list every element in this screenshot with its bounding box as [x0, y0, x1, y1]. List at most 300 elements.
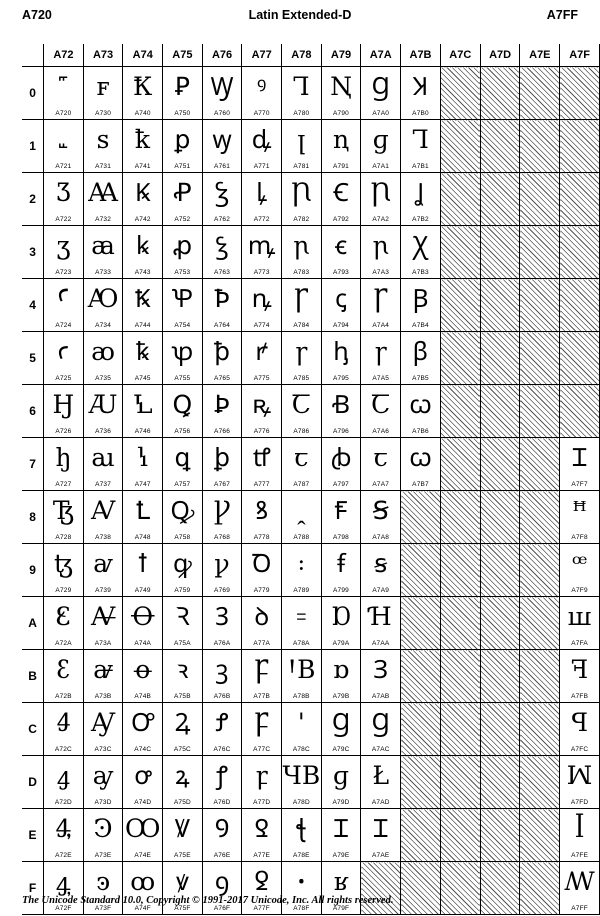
codepoint-cell[interactable] — [163, 120, 203, 173]
codepoint-label: A72C — [54, 746, 72, 753]
codepoint-glyph: ꜫ — [56, 655, 71, 684]
codepoint-glyph: ꞈ — [297, 496, 306, 525]
codepoint-label: A775 — [253, 375, 270, 382]
codepoint-glyph: Ꝗ — [172, 390, 193, 419]
codepoint-cell[interactable] — [202, 279, 242, 332]
codepoint-cell[interactable] — [282, 120, 322, 173]
codepoint-glyph: ꝓ — [172, 231, 193, 260]
codepoint-cell[interactable] — [202, 226, 242, 279]
codepoint-cell[interactable] — [202, 597, 242, 650]
codepoint-cell[interactable] — [123, 650, 163, 703]
codepoint-cell[interactable] — [83, 332, 123, 385]
codepoint-cell[interactable] — [202, 67, 242, 120]
row-header: 6 — [22, 385, 44, 438]
codepoint-cell[interactable] — [83, 279, 123, 332]
codepoint-label: A74D — [134, 799, 152, 806]
column-header: A7C — [440, 44, 480, 67]
codepoint-cell[interactable] — [163, 544, 203, 597]
row-header: 5 — [22, 332, 44, 385]
codepoint-glyph: Ꞙ — [334, 496, 348, 525]
codepoint-cell[interactable] — [361, 491, 401, 544]
codepoint-glyph: ꝳ — [247, 231, 276, 260]
codepoint-cell[interactable] — [242, 226, 282, 279]
codepoint-cell[interactable] — [242, 173, 282, 226]
codepoint-cell[interactable] — [83, 809, 123, 862]
codepoint-cell[interactable] — [361, 650, 401, 703]
codepoint-cell[interactable] — [123, 544, 163, 597]
codepoint-cell[interactable] — [560, 809, 600, 862]
codepoint-cell[interactable] — [202, 862, 242, 915]
codepoint-cell[interactable] — [282, 491, 322, 544]
codepoint-glyph: Ɒ — [331, 602, 351, 631]
row-header: B — [22, 650, 44, 703]
codepoint-cell[interactable] — [560, 438, 600, 491]
codepoint-cell[interactable] — [401, 332, 441, 385]
codepoint-cell[interactable] — [202, 120, 242, 173]
codepoint-cell[interactable] — [83, 385, 123, 438]
codepoint-glyph: ꝛ — [176, 655, 189, 684]
codepoint-cell[interactable] — [83, 544, 123, 597]
codepoint-cell[interactable] — [282, 438, 322, 491]
codepoint-cell[interactable] — [361, 703, 401, 756]
codepoint-glyph: Ꜧ — [52, 390, 75, 419]
codepoint-label: A73E — [94, 852, 112, 859]
reserved-cell — [560, 226, 600, 279]
page-header — [22, 8, 578, 28]
reserved-cell — [440, 544, 480, 597]
codepoint-cell[interactable] — [44, 650, 84, 703]
row-header: 4 — [22, 279, 44, 332]
codepoint-label: A726 — [55, 428, 72, 435]
codepoint-label: A76C — [213, 746, 231, 753]
codepoint-cell[interactable] — [242, 438, 282, 491]
codepoint-glyph: ꞋB — [287, 655, 316, 684]
codepoint-label: A74C — [134, 746, 152, 753]
codepoint-cell[interactable] — [282, 226, 322, 279]
codepoint-cell[interactable] — [202, 809, 242, 862]
reserved-cell — [440, 279, 480, 332]
codepoint-label: A741 — [134, 163, 151, 170]
codepoint-cell[interactable] — [123, 385, 163, 438]
codepoint-glyph: ꝡ — [212, 125, 232, 154]
codepoint-cell[interactable] — [282, 385, 322, 438]
codepoint-label: A781 — [293, 163, 310, 170]
codepoint-cell[interactable] — [242, 703, 282, 756]
codepoint-cell[interactable] — [361, 226, 401, 279]
codepoint-cell[interactable] — [44, 279, 84, 332]
reserved-cell — [560, 332, 600, 385]
codepoint-label: A768 — [214, 534, 231, 541]
codepoint-cell[interactable] — [361, 544, 401, 597]
codepoint-cell[interactable] — [163, 438, 203, 491]
chart-row — [22, 385, 600, 438]
codepoint-glyph: ꜷ — [91, 443, 115, 472]
codepoint-glyph: Ꝏ — [125, 814, 161, 843]
codepoint-glyph: Ꝯ — [214, 814, 230, 843]
codepoint-cell[interactable] — [83, 67, 123, 120]
codepoint-glyph: ꞅ — [374, 337, 387, 366]
codepoint-cell[interactable] — [44, 67, 84, 120]
codepoint-label: A753 — [174, 269, 191, 276]
codepoint-cell[interactable] — [321, 332, 361, 385]
codepoint-label: A759 — [174, 587, 191, 594]
codepoint-cell[interactable] — [202, 385, 242, 438]
chart-row — [22, 650, 600, 703]
codepoint-cell[interactable] — [123, 279, 163, 332]
codepoint-glyph: Ꜵ — [87, 284, 119, 313]
codepoint-label: A78E — [293, 852, 310, 859]
codepoint-cell[interactable] — [83, 756, 123, 809]
reserved-cell — [401, 491, 441, 544]
codepoint-label: A758 — [174, 534, 191, 541]
reserved-cell — [560, 279, 600, 332]
codepoint-label: A761 — [214, 163, 231, 170]
codepoint-cell[interactable] — [560, 862, 600, 915]
codepoint-cell[interactable] — [202, 438, 242, 491]
codepoint-cell[interactable] — [282, 332, 322, 385]
reserved-cell — [440, 756, 480, 809]
reserved-cell — [520, 756, 560, 809]
codepoint-cell[interactable] — [361, 756, 401, 809]
codepoint-cell[interactable] — [282, 597, 322, 650]
codepoint-glyph: ʁ — [333, 867, 349, 896]
codepoint-glyph: Ꜥ — [57, 284, 70, 313]
codepoint-cell[interactable] — [163, 650, 203, 703]
reserved-cell — [480, 120, 520, 173]
codepoint-cell[interactable] — [83, 438, 123, 491]
page-title: Latin Extended-D — [248, 8, 352, 22]
codepoint-cell[interactable] — [242, 67, 282, 120]
codepoint-glyph: Ꜹ — [90, 496, 116, 525]
codepoint-cell[interactable] — [321, 173, 361, 226]
codepoint-cell[interactable] — [282, 650, 322, 703]
codepoint-glyph: Ꝧ — [214, 390, 230, 419]
reserved-cell — [480, 809, 520, 862]
reserved-cell — [440, 491, 480, 544]
codepoint-glyph: ꝏ — [130, 867, 156, 896]
codepoint-cell[interactable] — [242, 120, 282, 173]
codepoint-cell[interactable] — [282, 173, 322, 226]
codepoint-glyph: ꜽ — [92, 761, 114, 790]
codepoint-cell[interactable] — [282, 544, 322, 597]
codepoint-cell[interactable] — [123, 332, 163, 385]
codepoint-glyph: Ʞ — [412, 72, 429, 101]
codepoint-label: A732 — [95, 216, 112, 223]
codepoint-cell[interactable] — [282, 756, 322, 809]
codepoint-cell[interactable] — [321, 438, 361, 491]
codepoint-glyph: Ꜩ — [52, 496, 74, 525]
codepoint-cell[interactable] — [44, 120, 84, 173]
codepoint-label: A765 — [214, 375, 231, 382]
chart-row — [22, 438, 600, 491]
reserved-cell — [480, 173, 520, 226]
codepoint-glyph: ꞌ — [297, 708, 305, 737]
codepoint-label: A7B7 — [412, 481, 429, 488]
codepoint-label: A748 — [134, 534, 151, 541]
codepoint-glyph: Ꝿ — [254, 814, 270, 843]
codepoint-cell[interactable] — [202, 491, 242, 544]
codepoint-glyph: Ꝥ — [214, 284, 230, 313]
chart-row — [22, 67, 600, 120]
codepoint-cell[interactable] — [282, 703, 322, 756]
codepoint-cell[interactable] — [123, 597, 163, 650]
codepoint-label: A79C — [332, 746, 350, 753]
codepoint-label: A73A — [94, 640, 112, 647]
codepoint-cell[interactable] — [83, 650, 123, 703]
codepoint-label: A72D — [54, 799, 72, 806]
codepoint-glyph: ꝱ — [251, 125, 272, 154]
codepoint-cell[interactable] — [163, 173, 203, 226]
codepoint-cell[interactable] — [361, 385, 401, 438]
codepoint-cell[interactable] — [44, 438, 84, 491]
codepoint-label: A74A — [134, 640, 152, 647]
codepoint-label: A733 — [95, 269, 112, 276]
codepoint-label: A743 — [134, 269, 151, 276]
codepoint-glyph: ꝋ — [133, 655, 152, 684]
chart-row — [22, 279, 600, 332]
codepoint-cell[interactable] — [560, 544, 600, 597]
codepoint-cell[interactable] — [163, 862, 203, 915]
codepoint-glyph: ꞃ — [372, 231, 389, 260]
codepoint-label: A73D — [94, 799, 112, 806]
codepoint-cell[interactable] — [44, 226, 84, 279]
codepoint-cell[interactable] — [321, 279, 361, 332]
codepoint-cell[interactable] — [202, 703, 242, 756]
codepoint-glyph: Ꜽ — [91, 708, 116, 737]
codepoint-glyph: ꝇ — [137, 443, 149, 472]
codepoint-glyph: Ꝭ — [215, 708, 229, 737]
codepoint-cell[interactable] — [123, 756, 163, 809]
codepoint-cell[interactable] — [202, 173, 242, 226]
codepoint-glyph: Ꝟ — [174, 814, 190, 843]
codepoint-cell[interactable] — [321, 756, 361, 809]
codepoint-cell[interactable] — [282, 279, 322, 332]
codepoint-glyph: ꞔ — [335, 284, 348, 313]
codepoint-cell[interactable] — [83, 597, 123, 650]
codepoint-cell[interactable] — [202, 544, 242, 597]
codepoint-cell[interactable] — [560, 756, 600, 809]
codepoint-glyph: Ꝛ — [175, 602, 190, 631]
codepoint-cell[interactable] — [560, 491, 600, 544]
codepoint-cell[interactable] — [321, 120, 361, 173]
codepoint-cell[interactable] — [83, 862, 123, 915]
codepoint-cell[interactable] — [560, 650, 600, 703]
codepoint-cell[interactable] — [83, 173, 123, 226]
codepoint-label: A774 — [253, 322, 270, 329]
codepoint-cell[interactable] — [83, 703, 123, 756]
codepoint-cell[interactable] — [44, 597, 84, 650]
reserved-cell — [440, 809, 480, 862]
codepoint-cell[interactable] — [361, 597, 401, 650]
codepoint-cell[interactable] — [44, 703, 84, 756]
codepoint-cell[interactable] — [242, 544, 282, 597]
codepoint-cell[interactable] — [163, 597, 203, 650]
codepoint-cell[interactable] — [242, 597, 282, 650]
codepoint-cell[interactable] — [123, 120, 163, 173]
codepoint-glyph: ꝟ — [176, 867, 189, 896]
codepoint-glyph: Ꝓ — [173, 178, 192, 207]
codepoint-cell[interactable] — [123, 67, 163, 120]
codepoint-label: A751 — [174, 163, 191, 170]
reserved-cell — [520, 332, 560, 385]
codepoint-glyph: ꜻ — [93, 655, 113, 684]
codepoint-cell[interactable] — [282, 67, 322, 120]
codepoint-label: A72B — [55, 693, 72, 700]
codepoint-cell[interactable] — [361, 67, 401, 120]
chart-body — [22, 67, 600, 915]
codepoint-glyph: ꝩ — [214, 549, 230, 578]
codepoint-cell[interactable] — [83, 120, 123, 173]
codepoint-cell[interactable] — [242, 279, 282, 332]
codepoint-label: A7FF — [571, 905, 588, 912]
chart-row — [22, 756, 600, 809]
codepoint-glyph: ꝸ — [255, 496, 269, 525]
codepoint-glyph: ꝃ — [136, 231, 150, 260]
codepoint-cell[interactable] — [361, 120, 401, 173]
column-header: A75 — [163, 44, 203, 67]
codepoint-cell[interactable] — [321, 544, 361, 597]
reserved-cell — [440, 67, 480, 120]
codepoint-cell[interactable] — [123, 438, 163, 491]
codepoint-cell[interactable] — [242, 650, 282, 703]
codepoint-cell[interactable] — [242, 756, 282, 809]
codepoint-glyph: ꞉ — [297, 549, 305, 578]
codepoint-cell[interactable] — [163, 756, 203, 809]
reserved-cell — [560, 173, 600, 226]
codepoint-label: A756 — [174, 428, 191, 435]
codepoint-cell[interactable] — [163, 332, 203, 385]
codepoint-cell[interactable] — [242, 491, 282, 544]
codepoint-label: A75C — [173, 746, 191, 753]
codepoint-cell[interactable] — [321, 703, 361, 756]
codepoint-cell[interactable] — [44, 809, 84, 862]
codepoint-cell[interactable] — [163, 809, 203, 862]
codepoint-glyph: ꞩ — [374, 549, 388, 578]
codepoint-label: A755 — [174, 375, 191, 382]
codepoint-glyph: ꜭ — [56, 761, 71, 790]
codepoint-cell[interactable] — [242, 385, 282, 438]
codepoint-label: A7AB — [372, 693, 390, 700]
codepoint-label: A779 — [253, 587, 270, 594]
reserved-cell — [440, 332, 480, 385]
codepoint-cell[interactable] — [163, 703, 203, 756]
codepoint-cell[interactable] — [163, 491, 203, 544]
codepoint-cell[interactable] — [123, 809, 163, 862]
codepoint-label: A735 — [95, 375, 112, 382]
codepoint-cell[interactable] — [282, 809, 322, 862]
codepoint-cell[interactable] — [361, 173, 401, 226]
codepoint-cell[interactable] — [242, 809, 282, 862]
codepoint-cell[interactable] — [44, 173, 84, 226]
codepoint-cell[interactable] — [361, 332, 401, 385]
codepoint-glyph: Ꭓ — [412, 231, 429, 260]
codepoint-cell[interactable] — [123, 862, 163, 915]
codepoint-cell[interactable] — [123, 703, 163, 756]
codepoint-cell[interactable] — [401, 438, 441, 491]
codepoint-label: A7FE — [571, 852, 589, 859]
reserved-cell — [480, 597, 520, 650]
codepoint-glyph — [44, 122, 83, 158]
reserved-cell — [520, 67, 560, 120]
codepoint-cell[interactable] — [163, 67, 203, 120]
codepoint-cell[interactable] — [123, 491, 163, 544]
codepoint-cell[interactable] — [321, 385, 361, 438]
codepoint-cell[interactable] — [44, 385, 84, 438]
codepoint-cell[interactable] — [401, 173, 441, 226]
codepoint-label: A720 — [55, 110, 72, 117]
codepoint-glyph: ꟽ — [566, 761, 593, 790]
reserved-cell — [560, 67, 600, 120]
codepoint-cell[interactable] — [123, 226, 163, 279]
codepoint-cell[interactable] — [242, 332, 282, 385]
codepoint-cell[interactable] — [321, 650, 361, 703]
codepoint-glyph: ꞊ — [296, 602, 306, 631]
codepoint-cell[interactable] — [123, 173, 163, 226]
codepoint-cell[interactable] — [242, 862, 282, 915]
codepoint-label: A76B — [213, 693, 231, 700]
codepoint-cell[interactable] — [163, 385, 203, 438]
codepoint-cell[interactable] — [401, 279, 441, 332]
codepoint-label: A729 — [55, 587, 72, 594]
codepoint-label: A74F — [134, 905, 151, 912]
codepoint-cell[interactable] — [401, 67, 441, 120]
codepoint-glyph: ɒ — [333, 655, 350, 684]
reserved-cell — [440, 438, 480, 491]
codepoint-cell[interactable] — [361, 438, 401, 491]
codepoint-cell[interactable] — [321, 491, 361, 544]
codepoint-cell[interactable] — [401, 120, 441, 173]
codepoint-cell[interactable] — [44, 544, 84, 597]
codepoint-cell[interactable] — [202, 332, 242, 385]
codepoint-glyph: ꝼ — [255, 761, 268, 790]
codepoint-label: A76A — [213, 640, 231, 647]
codepoint-cell[interactable] — [44, 862, 84, 915]
codepoint-cell[interactable] — [321, 597, 361, 650]
codepoint-cell[interactable] — [321, 862, 361, 915]
chart-row — [22, 173, 600, 226]
codepoint-cell[interactable] — [44, 756, 84, 809]
codepoint-cell[interactable] — [401, 226, 441, 279]
codepoint-cell[interactable] — [361, 809, 401, 862]
codepoint-glyph: ꝍ — [134, 761, 152, 790]
codepoint-cell[interactable] — [401, 385, 441, 438]
codepoint-cell[interactable] — [202, 756, 242, 809]
codepoint-cell[interactable] — [163, 226, 203, 279]
codepoint-cell[interactable] — [321, 809, 361, 862]
codepoint-glyph: Ꝝ — [174, 708, 191, 737]
codepoint-cell[interactable] — [560, 597, 600, 650]
codepoint-cell[interactable] — [321, 226, 361, 279]
codepoint-cell[interactable] — [361, 279, 401, 332]
codepoint-cell[interactable] — [560, 703, 600, 756]
codepoint-cell[interactable] — [321, 67, 361, 120]
codepoint-cell[interactable] — [83, 226, 123, 279]
codepoint-cell[interactable] — [44, 491, 84, 544]
chart-row — [22, 544, 600, 597]
reserved-cell — [440, 703, 480, 756]
codepoint-cell[interactable] — [282, 862, 322, 915]
codepoint-glyph: Ꜯ — [55, 814, 72, 843]
codepoint-cell[interactable] — [44, 332, 84, 385]
codepoint-glyph: ꝅ — [136, 337, 150, 366]
codepoint-cell[interactable] — [163, 279, 203, 332]
codepoint-cell[interactable] — [83, 491, 123, 544]
codepoint-cell[interactable] — [202, 650, 242, 703]
codepoint-glyph: Ꜫ — [55, 602, 72, 631]
codepoint-label: A7B0 — [412, 110, 429, 117]
codepoint-label: A746 — [134, 428, 151, 435]
codepoint-glyph: ꜯ — [55, 867, 72, 896]
